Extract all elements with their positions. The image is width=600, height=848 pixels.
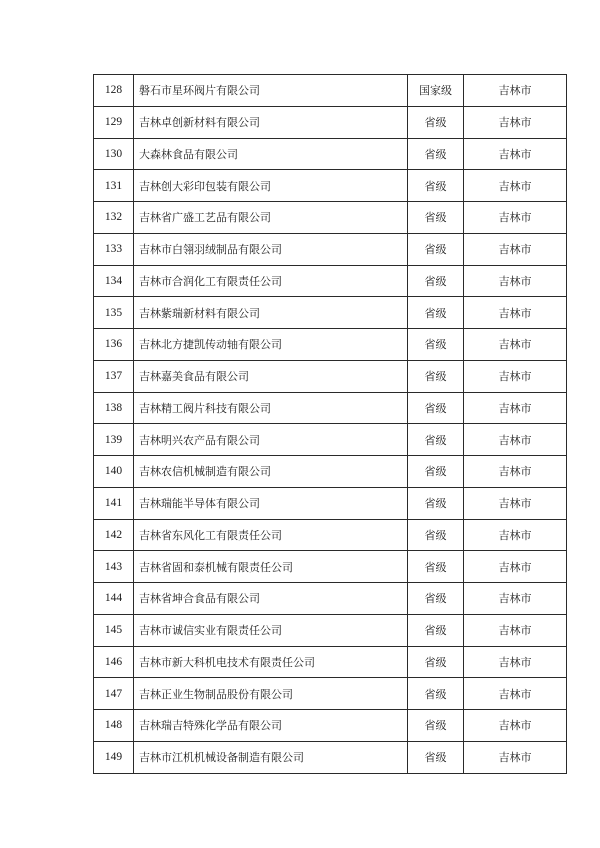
company-name-cell: 吉林市诚信实业有限责任公司 xyxy=(134,614,408,646)
table-row xyxy=(94,297,567,329)
city-cell: 吉林市 xyxy=(464,519,567,551)
level-cell: 省级 xyxy=(408,265,464,297)
level-cell: 省级 xyxy=(408,487,464,519)
company-name-cell: 吉林省东风化工有限责任公司 xyxy=(134,519,408,551)
company-name-cell: 大森林食品有限公司 xyxy=(134,138,408,170)
level-cell: 省级 xyxy=(408,678,464,710)
level-cell: 省级 xyxy=(408,106,464,138)
city-cell: 吉林市 xyxy=(464,233,567,265)
row-number-cell: 140 xyxy=(94,456,134,488)
city-cell: 吉林市 xyxy=(464,329,567,361)
company-name-cell: 吉林精工阀片科技有限公司 xyxy=(134,392,408,424)
company-name-cell: 吉林创大彩印包装有限公司 xyxy=(134,170,408,202)
level-cell: 省级 xyxy=(408,138,464,170)
table-row xyxy=(94,646,567,678)
row-number-cell: 138 xyxy=(94,392,134,424)
city-cell: 吉林市 xyxy=(464,138,567,170)
table-row xyxy=(94,456,567,488)
row-number-cell: 129 xyxy=(94,106,134,138)
table-row xyxy=(94,106,567,138)
company-name-cell: 吉林省坤合食品有限公司 xyxy=(134,583,408,615)
table-row xyxy=(94,551,567,583)
table-row xyxy=(94,487,567,519)
table-row xyxy=(94,614,567,646)
company-name-cell: 吉林市合润化工有限责任公司 xyxy=(134,265,408,297)
row-number-cell: 135 xyxy=(94,297,134,329)
table-row xyxy=(94,170,567,202)
table-row xyxy=(94,138,567,170)
level-cell: 省级 xyxy=(408,519,464,551)
company-name-cell: 吉林省广盛工艺品有限公司 xyxy=(134,202,408,234)
city-cell: 吉林市 xyxy=(464,360,567,392)
row-number-cell: 136 xyxy=(94,329,134,361)
city-cell: 吉林市 xyxy=(464,583,567,615)
row-number-cell: 130 xyxy=(94,138,134,170)
company-name-cell: 磐石市星环阀片有限公司 xyxy=(134,75,408,107)
level-cell: 省级 xyxy=(408,170,464,202)
company-name-cell: 吉林农信机械制造有限公司 xyxy=(134,456,408,488)
row-number-cell: 147 xyxy=(94,678,134,710)
table-row xyxy=(94,392,567,424)
level-cell: 省级 xyxy=(408,646,464,678)
city-cell: 吉林市 xyxy=(464,392,567,424)
level-cell: 省级 xyxy=(408,583,464,615)
table-row xyxy=(94,741,567,773)
level-cell: 省级 xyxy=(408,233,464,265)
city-cell: 吉林市 xyxy=(464,456,567,488)
level-cell: 省级 xyxy=(408,456,464,488)
table-row xyxy=(94,202,567,234)
company-name-cell: 吉林瑞吉特殊化学品有限公司 xyxy=(134,710,408,742)
row-number-cell: 148 xyxy=(94,710,134,742)
table-row xyxy=(94,424,567,456)
level-cell: 国家级 xyxy=(408,75,464,107)
company-name-cell: 吉林明兴农产品有限公司 xyxy=(134,424,408,456)
city-cell: 吉林市 xyxy=(464,265,567,297)
city-cell: 吉林市 xyxy=(464,424,567,456)
level-cell: 省级 xyxy=(408,424,464,456)
table-row xyxy=(94,329,567,361)
city-cell: 吉林市 xyxy=(464,551,567,583)
table-row xyxy=(94,678,567,710)
level-cell: 省级 xyxy=(408,614,464,646)
company-name-cell: 吉林市新大科机电技术有限责任公司 xyxy=(134,646,408,678)
level-cell: 省级 xyxy=(408,202,464,234)
table-row xyxy=(94,233,567,265)
row-number-cell: 145 xyxy=(94,614,134,646)
row-number-cell: 139 xyxy=(94,424,134,456)
row-number-cell: 143 xyxy=(94,551,134,583)
city-cell: 吉林市 xyxy=(464,75,567,107)
table-row xyxy=(94,75,567,107)
row-number-cell: 132 xyxy=(94,202,134,234)
row-number-cell: 137 xyxy=(94,360,134,392)
row-number-cell: 131 xyxy=(94,170,134,202)
city-cell: 吉林市 xyxy=(464,741,567,773)
row-number-cell: 142 xyxy=(94,519,134,551)
company-name-cell: 吉林紫瑞新材料有限公司 xyxy=(134,297,408,329)
table-row xyxy=(94,265,567,297)
city-cell: 吉林市 xyxy=(464,678,567,710)
table-row xyxy=(94,583,567,615)
level-cell: 省级 xyxy=(408,297,464,329)
company-name-cell: 吉林嘉美食品有限公司 xyxy=(134,360,408,392)
row-number-cell: 128 xyxy=(94,75,134,107)
level-cell: 省级 xyxy=(408,741,464,773)
city-cell: 吉林市 xyxy=(464,297,567,329)
company-name-cell: 吉林瑞能半导体有限公司 xyxy=(134,487,408,519)
enterprise-table xyxy=(93,74,567,774)
company-name-cell: 吉林市白翎羽绒制品有限公司 xyxy=(134,233,408,265)
table-body xyxy=(94,75,567,774)
table-row xyxy=(94,519,567,551)
row-number-cell: 146 xyxy=(94,646,134,678)
company-name-cell: 吉林北方捷凯传动轴有限公司 xyxy=(134,329,408,361)
table-row xyxy=(94,360,567,392)
table-row xyxy=(94,710,567,742)
row-number-cell: 144 xyxy=(94,583,134,615)
city-cell: 吉林市 xyxy=(464,202,567,234)
company-name-cell: 吉林省固和泰机械有限责任公司 xyxy=(134,551,408,583)
level-cell: 省级 xyxy=(408,329,464,361)
level-cell: 省级 xyxy=(408,392,464,424)
company-name-cell: 吉林卓创新材料有限公司 xyxy=(134,106,408,138)
row-number-cell: 133 xyxy=(94,233,134,265)
city-cell: 吉林市 xyxy=(464,614,567,646)
company-name-cell: 吉林正业生物制品股份有限公司 xyxy=(134,678,408,710)
row-number-cell: 141 xyxy=(94,487,134,519)
city-cell: 吉林市 xyxy=(464,106,567,138)
level-cell: 省级 xyxy=(408,551,464,583)
company-name-cell: 吉林市江机机械设备制造有限公司 xyxy=(134,741,408,773)
city-cell: 吉林市 xyxy=(464,646,567,678)
city-cell: 吉林市 xyxy=(464,487,567,519)
city-cell: 吉林市 xyxy=(464,170,567,202)
row-number-cell: 134 xyxy=(94,265,134,297)
level-cell: 省级 xyxy=(408,710,464,742)
row-number-cell: 149 xyxy=(94,741,134,773)
level-cell: 省级 xyxy=(408,360,464,392)
city-cell: 吉林市 xyxy=(464,710,567,742)
